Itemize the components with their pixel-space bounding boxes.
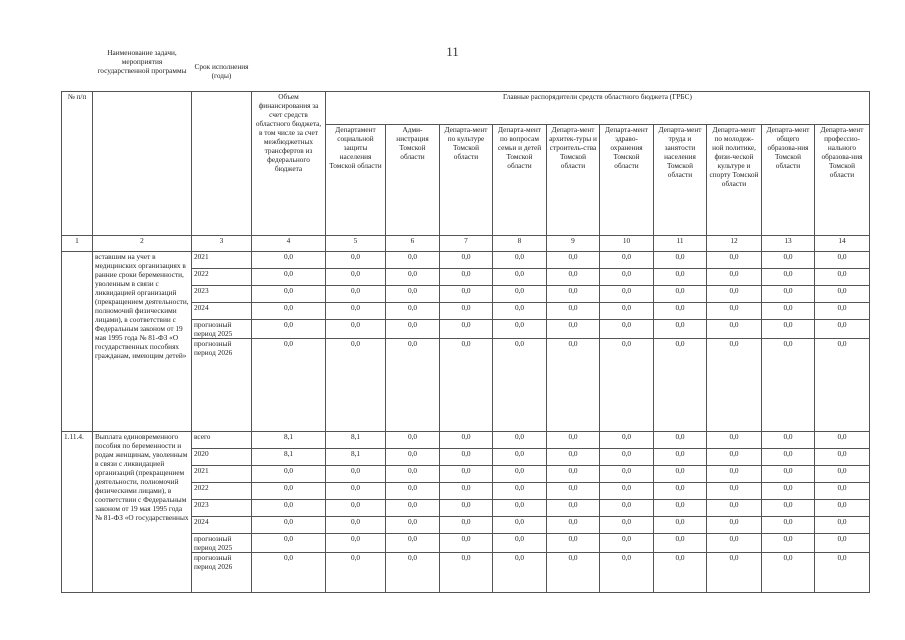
grbs-value-cell: 0,0 bbox=[493, 449, 547, 466]
grbs-value-cell: 0,0 bbox=[600, 320, 654, 339]
grbs-value-cell: 0,0 bbox=[547, 483, 600, 500]
volume-cell: 0,0 bbox=[252, 534, 326, 553]
grbs-value-cell: 0,0 bbox=[762, 432, 815, 449]
grbs-value-cell: 0,0 bbox=[440, 320, 493, 339]
grbs-value-cell: 8,1 bbox=[326, 432, 386, 449]
volume-cell: 0,0 bbox=[252, 320, 326, 339]
header-grbs-7: Департа-мент труда и занятости населения Томской области bbox=[654, 125, 707, 236]
volume-cell: 0,0 bbox=[252, 466, 326, 483]
column-number-7: 7 bbox=[440, 236, 493, 252]
grbs-value-cell: 0,0 bbox=[654, 286, 707, 303]
grbs-value-cell: 0,0 bbox=[654, 500, 707, 517]
grbs-value-cell: 0,0 bbox=[386, 534, 440, 553]
grbs-value-cell: 0,0 bbox=[440, 269, 493, 286]
period-cell: 2021 bbox=[192, 466, 252, 483]
header-grbs-2: Адми-нистрация Томской области bbox=[386, 125, 440, 236]
grbs-value-cell: 0,0 bbox=[547, 449, 600, 466]
table-row bbox=[62, 252, 870, 269]
period-cell: 2021 bbox=[192, 252, 252, 269]
grbs-value-cell: 0,0 bbox=[654, 432, 707, 449]
grbs-value-cell: 0,0 bbox=[762, 483, 815, 500]
grbs-value-cell: 0,0 bbox=[707, 320, 762, 339]
grbs-value-cell: 0,0 bbox=[440, 500, 493, 517]
volume-cell: 0,0 bbox=[252, 339, 326, 432]
grbs-value-cell: 0,0 bbox=[326, 252, 386, 269]
row-index bbox=[62, 252, 93, 432]
grbs-value-cell: 0,0 bbox=[815, 534, 870, 553]
grbs-value-cell: 0,0 bbox=[600, 517, 654, 534]
measure-description: вставшим на учет в медицинских организациях в ранние сроки беременности, уволенным в связи с ликвидацией организаций (прекращением деятельности, полномочий физическими лицами), в соответствии с Федеральным законом от 19 мая 1995 года № 81-ФЗ «О государственных пособиях гражданам, имеющим детей» bbox=[93, 252, 192, 432]
grbs-value-cell: 8,1 bbox=[326, 449, 386, 466]
grbs-value-cell: 0,0 bbox=[326, 286, 386, 303]
grbs-value-cell: 0,0 bbox=[707, 534, 762, 553]
grbs-value-cell: 0,0 bbox=[600, 500, 654, 517]
grbs-value-cell: 0,0 bbox=[762, 517, 815, 534]
grbs-value-cell: 0,0 bbox=[547, 466, 600, 483]
grbs-value-cell: 0,0 bbox=[326, 500, 386, 517]
period-cell: 2024 bbox=[192, 303, 252, 320]
period-cell: прогнозный период 2026 bbox=[192, 553, 252, 593]
grbs-value-cell: 0,0 bbox=[386, 517, 440, 534]
header-volume: Объем финансирования за счет средств областного бюджета, в том числе за счет межбюджетных трансфертов из федерального бюджета bbox=[252, 92, 326, 236]
column-number-1: 1 bbox=[62, 236, 93, 252]
column-number-6: 6 bbox=[386, 236, 440, 252]
grbs-value-cell: 0,0 bbox=[547, 320, 600, 339]
grbs-value-cell: 0,0 bbox=[326, 534, 386, 553]
grbs-value-cell: 0,0 bbox=[600, 252, 654, 269]
grbs-value-cell: 0,0 bbox=[493, 466, 547, 483]
grbs-value-cell: 0,0 bbox=[815, 269, 870, 286]
volume-cell: 8,1 bbox=[252, 449, 326, 466]
volume-cell: 0,0 bbox=[252, 483, 326, 500]
grbs-value-cell: 0,0 bbox=[386, 449, 440, 466]
grbs-value-cell: 0,0 bbox=[547, 269, 600, 286]
volume-cell: 0,0 bbox=[252, 269, 326, 286]
grbs-value-cell: 0,0 bbox=[815, 320, 870, 339]
period-cell: 2022 bbox=[192, 483, 252, 500]
grbs-value-cell: 0,0 bbox=[815, 500, 870, 517]
grbs-value-cell: 0,0 bbox=[440, 449, 493, 466]
grbs-value-cell: 0,0 bbox=[493, 303, 547, 320]
column-number-11: 11 bbox=[654, 236, 707, 252]
header-num: № п/п bbox=[62, 92, 93, 236]
grbs-value-cell: 0,0 bbox=[493, 320, 547, 339]
period-cell: прогнозный период 2025 bbox=[192, 534, 252, 553]
table-row bbox=[62, 432, 870, 449]
grbs-value-cell: 0,0 bbox=[707, 466, 762, 483]
grbs-value-cell: 0,0 bbox=[440, 534, 493, 553]
grbs-value-cell: 0,0 bbox=[815, 553, 870, 593]
grbs-value-cell: 0,0 bbox=[493, 339, 547, 432]
grbs-value-cell: 0,0 bbox=[600, 286, 654, 303]
grbs-value-cell: 0,0 bbox=[493, 553, 547, 593]
grbs-value-cell: 0,0 bbox=[493, 483, 547, 500]
grbs-value-cell: 0,0 bbox=[386, 432, 440, 449]
grbs-value-cell: 0,0 bbox=[440, 553, 493, 593]
grbs-value-cell: 0,0 bbox=[762, 449, 815, 466]
grbs-value-cell: 0,0 bbox=[440, 432, 493, 449]
grbs-value-cell: 0,0 bbox=[547, 517, 600, 534]
period-cell: 2022 bbox=[192, 269, 252, 286]
header-grbs-3: Департа-мент по культуре Томской области bbox=[440, 125, 493, 236]
grbs-value-cell: 0,0 bbox=[654, 466, 707, 483]
grbs-value-cell: 0,0 bbox=[762, 534, 815, 553]
grbs-value-cell: 0,0 bbox=[493, 500, 547, 517]
header-grbs-5: Департа-мент архитек-туры и строитель-ства Томской области bbox=[547, 125, 600, 236]
grbs-value-cell: 0,0 bbox=[762, 252, 815, 269]
grbs-value-cell: 0,0 bbox=[707, 252, 762, 269]
grbs-value-cell: 0,0 bbox=[654, 553, 707, 593]
grbs-value-cell: 0,0 bbox=[547, 500, 600, 517]
header-grbs-8: Департа-мент по молодеж-ной политике, физи-ческой культуре и спорту Томской области bbox=[707, 125, 762, 236]
grbs-value-cell: 0,0 bbox=[762, 286, 815, 303]
volume-cell: 0,0 bbox=[252, 500, 326, 517]
grbs-value-cell: 0,0 bbox=[386, 466, 440, 483]
volume-cell: 0,0 bbox=[252, 553, 326, 593]
measure-description: Выплата единовременного пособия по беременности и родам женщинам, уволенным в связи с ликвидацией организаций (прекращением деятельности, полномочий физическими лицами), в соответствии с Федеральным законом от 19 мая 1995 года № 81-ФЗ «О государственных bbox=[93, 432, 192, 593]
period-cell: 2020 bbox=[192, 449, 252, 466]
grbs-value-cell: 0,0 bbox=[600, 483, 654, 500]
header-grbs-4: Департа-мент по вопросам семьи и детей Томской области bbox=[493, 125, 547, 236]
grbs-value-cell: 0,0 bbox=[440, 339, 493, 432]
grbs-value-cell: 0,0 bbox=[600, 303, 654, 320]
grbs-value-cell: 0,0 bbox=[815, 449, 870, 466]
column-number-13: 13 bbox=[762, 236, 815, 252]
grbs-value-cell: 0,0 bbox=[762, 320, 815, 339]
volume-cell: 0,0 bbox=[252, 252, 326, 269]
grbs-value-cell: 0,0 bbox=[547, 553, 600, 593]
grbs-value-cell: 0,0 bbox=[493, 517, 547, 534]
column-number-4: 4 bbox=[252, 236, 326, 252]
grbs-value-cell: 0,0 bbox=[547, 252, 600, 269]
column-number-2: 2 bbox=[93, 236, 192, 252]
grbs-value-cell: 0,0 bbox=[654, 534, 707, 553]
grbs-value-cell: 0,0 bbox=[600, 432, 654, 449]
grbs-value-cell: 0,0 bbox=[600, 269, 654, 286]
grbs-value-cell: 0,0 bbox=[493, 269, 547, 286]
grbs-value-cell: 0,0 bbox=[707, 553, 762, 593]
grbs-value-cell: 0,0 bbox=[600, 534, 654, 553]
grbs-value-cell: 0,0 bbox=[815, 517, 870, 534]
grbs-value-cell: 0,0 bbox=[547, 432, 600, 449]
grbs-value-cell: 0,0 bbox=[326, 269, 386, 286]
grbs-value-cell: 0,0 bbox=[815, 432, 870, 449]
header-name: Наименование задачи, мероприятия государственной программы bbox=[93, 92, 192, 236]
grbs-value-cell: 0,0 bbox=[762, 553, 815, 593]
grbs-value-cell: 0,0 bbox=[707, 286, 762, 303]
grbs-value-cell: 0,0 bbox=[386, 500, 440, 517]
column-number-5: 5 bbox=[326, 236, 386, 252]
grbs-value-cell: 0,0 bbox=[762, 339, 815, 432]
grbs-value-cell: 0,0 bbox=[707, 500, 762, 517]
column-number-12: 12 bbox=[707, 236, 762, 252]
grbs-value-cell: 0,0 bbox=[600, 553, 654, 593]
grbs-value-cell: 0,0 bbox=[654, 483, 707, 500]
grbs-value-cell: 0,0 bbox=[707, 449, 762, 466]
grbs-value-cell: 0,0 bbox=[440, 252, 493, 269]
grbs-value-cell: 0,0 bbox=[386, 553, 440, 593]
grbs-value-cell: 0,0 bbox=[707, 269, 762, 286]
grbs-value-cell: 0,0 bbox=[762, 466, 815, 483]
grbs-value-cell: 0,0 bbox=[493, 252, 547, 269]
grbs-value-cell: 0,0 bbox=[386, 269, 440, 286]
period-cell: 2023 bbox=[192, 500, 252, 517]
grbs-value-cell: 0,0 bbox=[707, 483, 762, 500]
row-index: 1.11.4. bbox=[62, 432, 93, 593]
grbs-value-cell: 0,0 bbox=[326, 303, 386, 320]
grbs-value-cell: 0,0 bbox=[815, 483, 870, 500]
grbs-value-cell: 0,0 bbox=[326, 339, 386, 432]
grbs-value-cell: 0,0 bbox=[707, 303, 762, 320]
grbs-value-cell: 0,0 bbox=[815, 286, 870, 303]
grbs-value-cell: 0,0 bbox=[386, 339, 440, 432]
column-number-3: 3 bbox=[192, 236, 252, 252]
volume-cell: 0,0 bbox=[252, 517, 326, 534]
grbs-value-cell: 0,0 bbox=[815, 303, 870, 320]
header-period: Срок исполнения (годы) bbox=[192, 92, 252, 236]
grbs-value-cell: 0,0 bbox=[654, 252, 707, 269]
grbs-value-cell: 0,0 bbox=[815, 466, 870, 483]
grbs-value-cell: 0,0 bbox=[762, 269, 815, 286]
grbs-value-cell: 0,0 bbox=[707, 517, 762, 534]
grbs-value-cell: 0,0 bbox=[493, 432, 547, 449]
grbs-value-cell: 0,0 bbox=[440, 517, 493, 534]
grbs-value-cell: 0,0 bbox=[654, 449, 707, 466]
grbs-value-cell: 0,0 bbox=[600, 449, 654, 466]
grbs-value-cell: 0,0 bbox=[815, 339, 870, 432]
grbs-value-cell: 0,0 bbox=[326, 483, 386, 500]
grbs-value-cell: 0,0 bbox=[762, 500, 815, 517]
budget-table bbox=[61, 48, 870, 593]
grbs-value-cell: 0,0 bbox=[762, 303, 815, 320]
grbs-value-cell: 0,0 bbox=[326, 553, 386, 593]
grbs-value-cell: 0,0 bbox=[326, 320, 386, 339]
grbs-value-cell: 0,0 bbox=[440, 466, 493, 483]
volume-cell: 0,0 bbox=[252, 303, 326, 320]
column-number-10: 10 bbox=[600, 236, 654, 252]
grbs-value-cell: 0,0 bbox=[654, 517, 707, 534]
volume-cell: 8,1 bbox=[252, 432, 326, 449]
grbs-value-cell: 0,0 bbox=[707, 432, 762, 449]
grbs-value-cell: 0,0 bbox=[654, 269, 707, 286]
grbs-value-cell: 0,0 bbox=[600, 339, 654, 432]
period-cell: всего bbox=[192, 432, 252, 449]
grbs-value-cell: 0,0 bbox=[547, 339, 600, 432]
grbs-value-cell: 0,0 bbox=[440, 303, 493, 320]
grbs-value-cell: 0,0 bbox=[654, 303, 707, 320]
grbs-value-cell: 0,0 bbox=[547, 286, 600, 303]
grbs-value-cell: 0,0 bbox=[386, 286, 440, 303]
grbs-value-cell: 0,0 bbox=[547, 303, 600, 320]
grbs-value-cell: 0,0 bbox=[654, 339, 707, 432]
grbs-value-cell: 0,0 bbox=[600, 466, 654, 483]
column-number-9: 9 bbox=[547, 236, 600, 252]
period-cell: 2024 bbox=[192, 517, 252, 534]
grbs-value-cell: 0,0 bbox=[386, 252, 440, 269]
column-number-14: 14 bbox=[815, 236, 870, 252]
header-grbs-10: Департа-мент профессио-нального образова-ния Томской области bbox=[815, 125, 870, 236]
grbs-value-cell: 0,0 bbox=[386, 483, 440, 500]
grbs-value-cell: 0,0 bbox=[326, 517, 386, 534]
header-grbs-6: Департа-мент здраво-охранения Томской области bbox=[600, 125, 654, 236]
grbs-value-cell: 0,0 bbox=[326, 466, 386, 483]
grbs-value-cell: 0,0 bbox=[493, 534, 547, 553]
page-number: 11 bbox=[446, 44, 459, 59]
grbs-value-cell: 0,0 bbox=[654, 320, 707, 339]
column-number-8: 8 bbox=[493, 236, 547, 252]
header-grbs-9: Департа-мент общего образова-ния Томской области bbox=[762, 125, 815, 236]
grbs-value-cell: 0,0 bbox=[440, 286, 493, 303]
period-cell: прогнозный период 2026 bbox=[192, 339, 252, 432]
volume-cell: 0,0 bbox=[252, 286, 326, 303]
period-cell: 2023 bbox=[192, 286, 252, 303]
grbs-value-cell: 0,0 bbox=[707, 339, 762, 432]
grbs-value-cell: 0,0 bbox=[815, 252, 870, 269]
header-grbs-group: Главные распорядители средств областного бюджета (ГРБС) bbox=[326, 92, 870, 125]
grbs-value-cell: 0,0 bbox=[386, 303, 440, 320]
period-cell: прогнозный период 2025 bbox=[192, 320, 252, 339]
grbs-value-cell: 0,0 bbox=[547, 534, 600, 553]
grbs-value-cell: 0,0 bbox=[386, 320, 440, 339]
grbs-value-cell: 0,0 bbox=[493, 286, 547, 303]
header-grbs-1: Департамент социальной защиты населения Томской области bbox=[326, 125, 386, 236]
grbs-value-cell: 0,0 bbox=[440, 483, 493, 500]
